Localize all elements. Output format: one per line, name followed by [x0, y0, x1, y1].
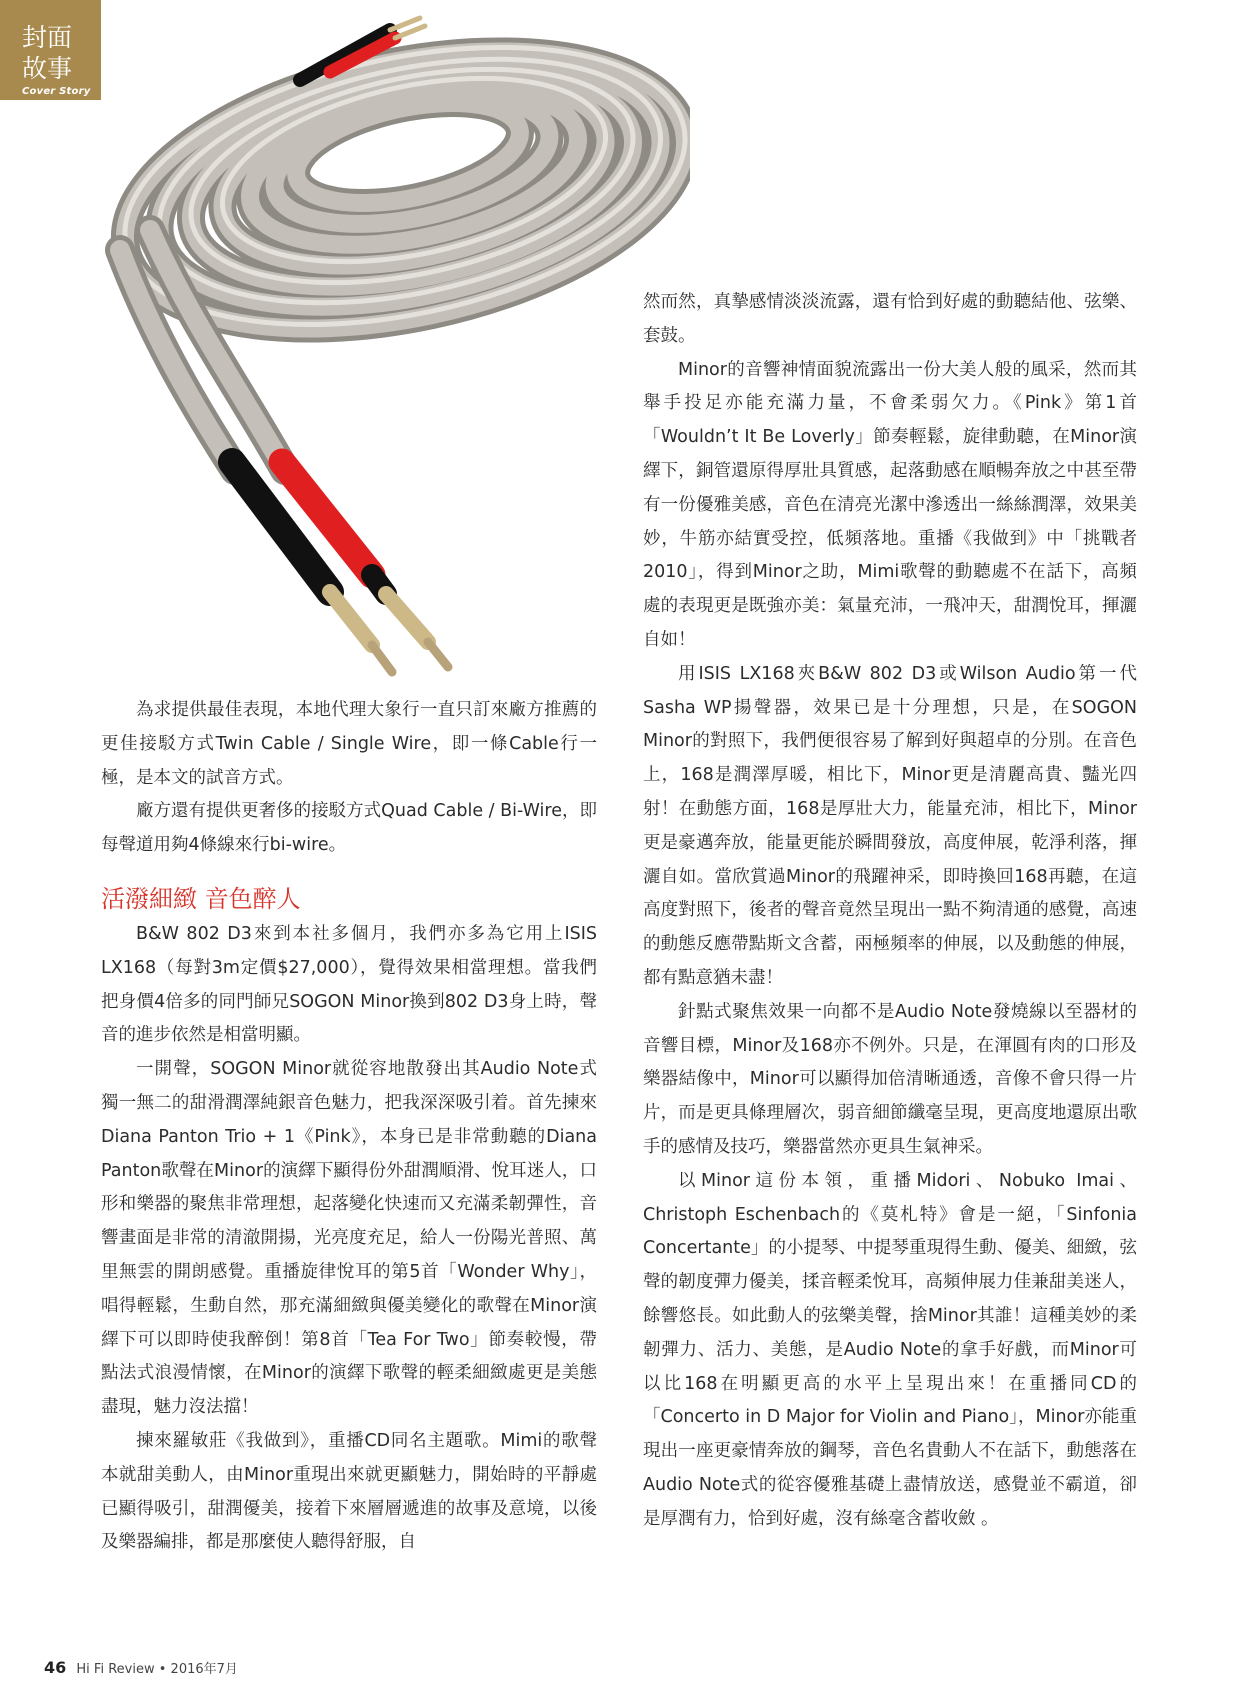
right-column: [643, 286, 1137, 1536]
footer-bullet: •: [158, 1662, 167, 1677]
page-footer: [44, 1658, 238, 1677]
magazine-name: Hi Fi Review: [76, 1662, 155, 1677]
issue-date: 2016年7月: [170, 1662, 238, 1677]
paragraph: 廠方還有提供更奢侈的接駁方式Quad Cable / Bi-Wire，即每聲道用夠4條線來行bi-wire。: [101, 801, 597, 856]
paragraph: 一開聲，SOGON Minor就從容地散發出其Audio Note式獨一無二的甜滑潤澤純銀音色魅力，把我深深吸引着。首先揀來Diana Panton Trio + 1《Pink》，本身已是非常動聽的Diana Panton歌聲在Minor的演繹下顯得份外甜潤順滑、悅耳迷人，口形和樂器的聚焦非常理想，起落變化快速而又充滿柔韌彈性，音響畫面是非常的清澈開揚，光亮度充足，給人一份陽光普照、萬里無雲的開朗感覺。重播旋律悅耳的第5首「Wonder Why」，唱得輕鬆，生動自然，那充滿細緻與優美變化的歌聲在Minor演繹下可以即時使我醉倒！第8首「Tea For Two」節奏較慢，帶點法式浪漫情懷，在Minor的演繹下歌聲的輕柔細緻處更是美態盡現，魅力沒法擋！: [101, 1059, 597, 1418]
page-number: 46: [44, 1658, 67, 1677]
left-column: [101, 694, 597, 1560]
paragraph: 針點式聚焦效果一向都不是Audio Note發燒線以至器材的音響目標，Minor及168亦不例外。只是，在渾圓有肉的口形及樂器結像中，Minor可以顯得加倍清晰通透，音像不會只得一片片，而是更具條理層次，弱音細節纖毫呈現，更高度地還原出歌手的感情及技巧，樂器當然亦更具生氣神采。: [643, 1001, 1137, 1157]
paragraph: Minor的音響神情面貌流露出一份大美人般的風采，然而其舉手投足亦能充滿力量，不會柔弱欠力。《Pink》第1首「Wouldn’t It Be Loverly」節奏輕鬆，旋律動聽，在Minor演繹下，銅管還原得厚壯具質感，起落動感在順暢奔放之中甚至帶有一份優雅美感，音色在清亮光潔中滲透出一絲絲潤澤，效果美妙，牛筋亦結實受控，低頻落地。重播《我做到》中「挑戰者2010」，得到Minor之助，Mimi歌聲的動聽處不在話下，高頻處的表現更是既強亦美：氣量充沛，一飛冲天，甜潤悅耳，揮灑自如！: [643, 359, 1137, 650]
section-heading: 活潑細緻 音色醉人: [101, 884, 301, 913]
paragraph: 以Minor這份本領，重播Midori、Nobuko Imai、Christoph Eschenbach的《莫札特》會是一絕，「Sinfonia Concertante」的小提琴、中提琴重現得生動、優美、細緻，弦聲的韌度彈力優美，揉音輕柔悅耳，高頻伸展力佳兼甜美迷人，餘響悠長。如此動人的弦樂美聲，捨Minor其誰！這種美妙的柔韌彈力、活力、美態，是Audio Note的拿手好戲，而Minor可以比168在明顯更高的水平上呈現出來！在重播同CD的「Concerto in D Major for Violin and Piano」，Minor亦能重現出一座更豪情奔放的鋼琴，音色名貴動人不在話下，動態落在Audio Note式的從容優雅基礎上盡情放送，感覺並不霸道，卻是厚潤有力，恰到好處，沒有絲毫含蓄收斂 。: [643, 1170, 1137, 1529]
paragraph: 用ISIS LX168夾B&W 802 D3或Wilson Audio第一代Sasha WP揚聲器，效果已是十分理想，只是，在SOGON Minor的對照下，我們便很容易了解到好與超卓的分別。在音色上，168是潤澤厚暖，相比下，Minor更是清麗高貴、豔光四射！在動態方面，168是厚壯大力，能量充沛，相比下，Minor更是豪邁奔放，能量更能於瞬間發放，高度伸展，乾淨利落，揮灑自如。當欣賞過Minor的飛躍神采，即時換回168再聽，在這高度對照下，後者的聲音竟然呈現出一點不夠清通的感覺，高速的動態反應帶點斯文含蓄，兩極頻率的伸展，以及動態的伸展，都有點意猶未盡！: [643, 663, 1137, 988]
banana-plugs: [330, 592, 448, 672]
section-tag-line2: 故事: [22, 54, 73, 83]
section-tag-line1: 封面: [22, 23, 73, 52]
paragraph: 然而然，真摯感情淡淡流露，還有恰到好處的動聽結他、弦樂、套鼓。: [643, 292, 1137, 346]
speaker-cable-photo: [0, 0, 690, 730]
heat-shrink: [232, 462, 386, 594]
paragraph: B&W 802 D3來到本社多個月，我們亦多為它用上ISIS LX168（每對3m定價$27,000），覺得效果相當理想。當我們把身價4倍多的同門師兄SOGON Minor換到802 D3身上時，聲音的進步依然是相當明顯。: [101, 923, 597, 1046]
paragraph: 揀來羅敏莊《我做到》，重播CD同名主題歌。Mimi的歌聲本就甜美動人，由Minor重現出來就更顯魅力，開始時的平靜處已顯得吸引，甜潤優美，接着下來層層遞進的故事及意境，以後及樂器編排，都是那麼使人聽得舒服，自: [101, 1430, 597, 1553]
section-tag-english: Cover Story: [22, 86, 91, 97]
paragraph: 為求提供最佳表現，本地代理大象行一直只訂來廠方推薦的更佳接駁方式Twin Cable / Single Wire，即一條Cable行一極，是本文的試音方式。: [101, 700, 597, 788]
